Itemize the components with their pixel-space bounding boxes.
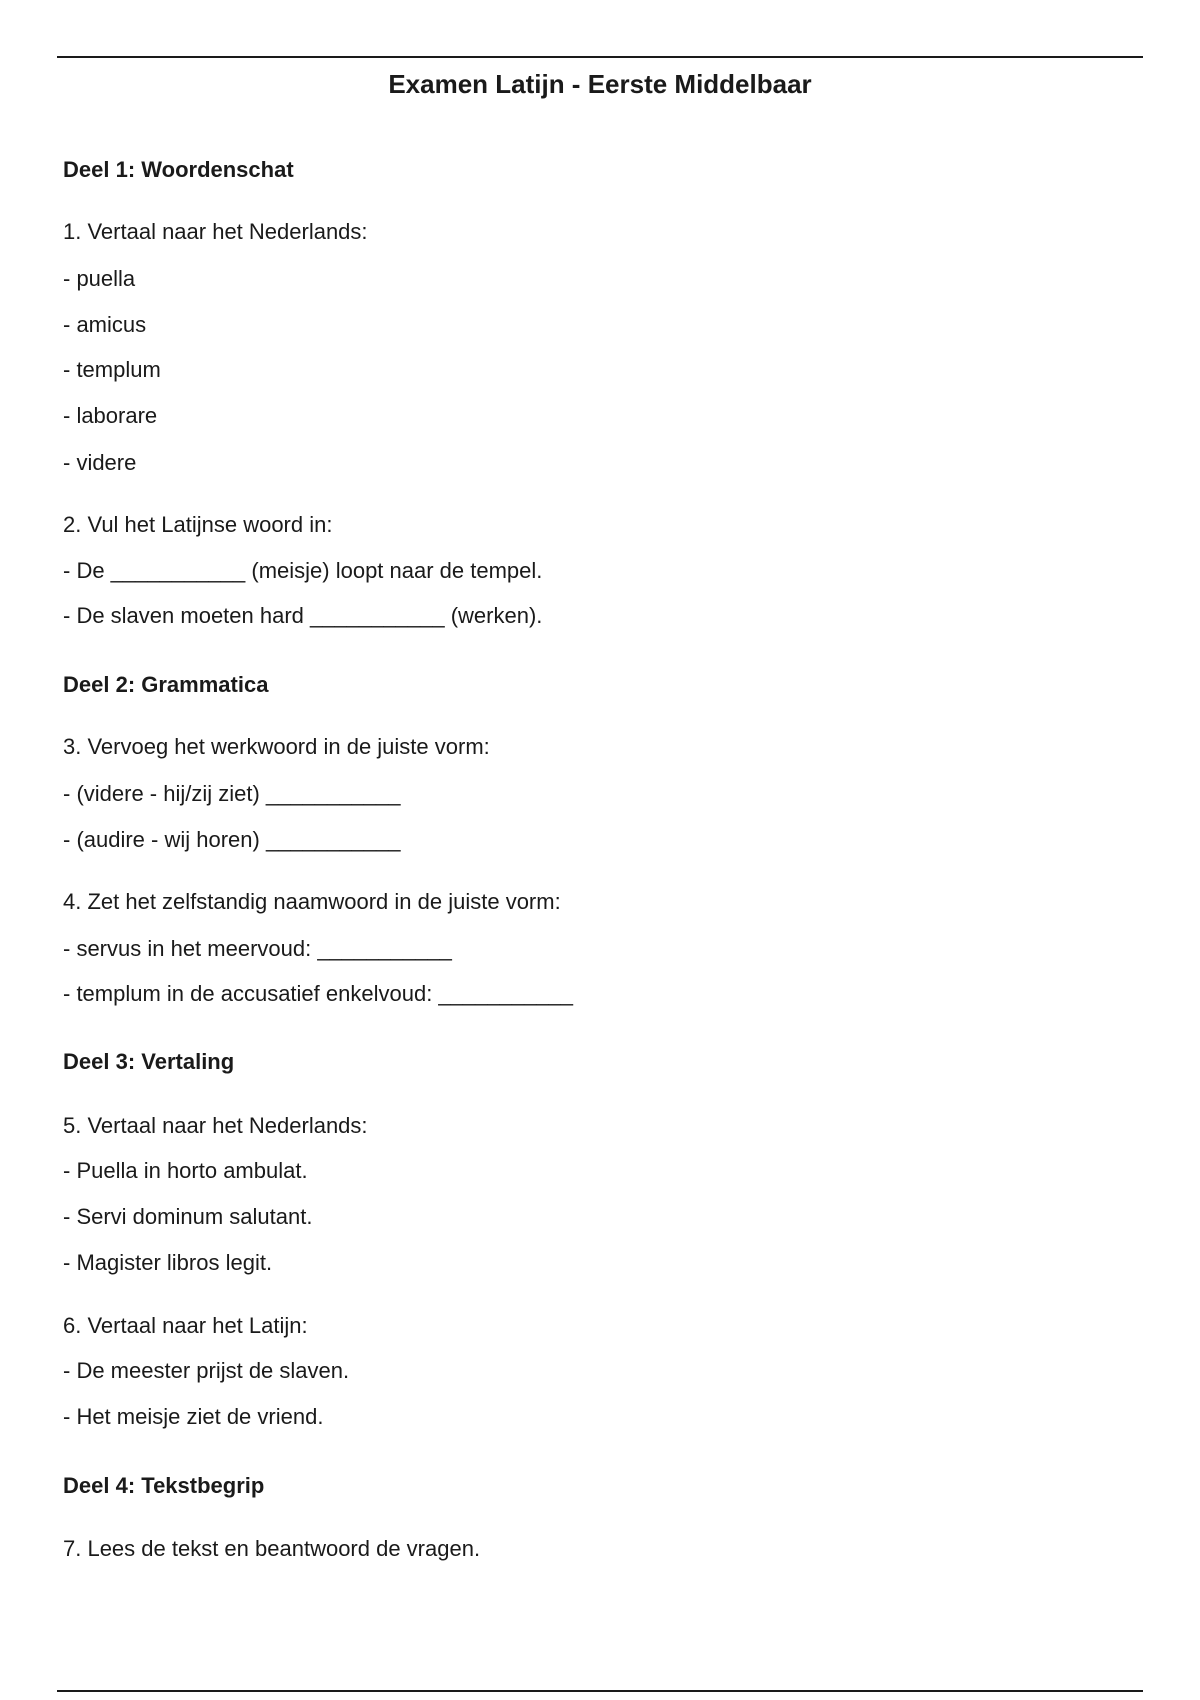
question-3-prompt: 3. Vervoeg het werkwoord in de juiste vorm: [63,734,490,759]
question-1-item: - videre [63,450,137,475]
question-1-item: - amicus [63,312,147,337]
question-1-item: - templum [63,357,161,382]
section-heading-woordenschat: Deel 1: Woordenschat [63,157,294,182]
question-3-item: - (audire - wij horen) ___________ [63,827,401,852]
question-6-item: - De meester prijst de slaven. [63,1358,350,1383]
question-1-item: - puella [63,266,136,291]
page-title: Examen Latijn - Eerste Middelbaar [388,69,812,99]
question-3-item: - (videre - hij/zij ziet) ___________ [63,781,401,806]
question-4-prompt: 4. Zet het zelfstandig naamwoord in de juiste vorm: [63,889,561,914]
section-heading-grammatica: Deel 2: Grammatica [63,672,269,697]
question-2-item: - De slaven moeten hard ___________ (werken). [63,603,543,628]
question-5-prompt: 5. Vertaal naar het Nederlands: [63,1113,368,1138]
question-4-item: - servus in het meervoud: ___________ [63,936,452,961]
question-2-item: - De ___________ (meisje) loopt naar de tempel. [63,558,543,583]
bottom-rule [57,1690,1143,1692]
question-5-item: - Puella in horto ambulat. [63,1158,308,1183]
section-heading-vertaling: Deel 3: Vertaling [63,1049,235,1074]
question-6-prompt: 6. Vertaal naar het Latijn: [63,1313,308,1338]
question-4-item: - templum in de accusatief enkelvoud: ___________ [63,981,574,1006]
question-1-item: - laborare [63,403,158,428]
top-rule [57,56,1143,58]
question-1-prompt: 1. Vertaal naar het Nederlands: [63,219,368,244]
question-2-prompt: 2. Vul het Latijnse woord in: [63,512,333,537]
question-6-item: - Het meisje ziet de vriend. [63,1404,324,1429]
question-7-prompt: 7. Lees de tekst en beantwoord de vragen. [63,1536,481,1561]
section-heading-tekstbegrip: Deel 4: Tekstbegrip [63,1473,265,1498]
question-5-item: - Servi dominum salutant. [63,1204,313,1229]
question-5-item: - Magister libros legit. [63,1250,273,1275]
